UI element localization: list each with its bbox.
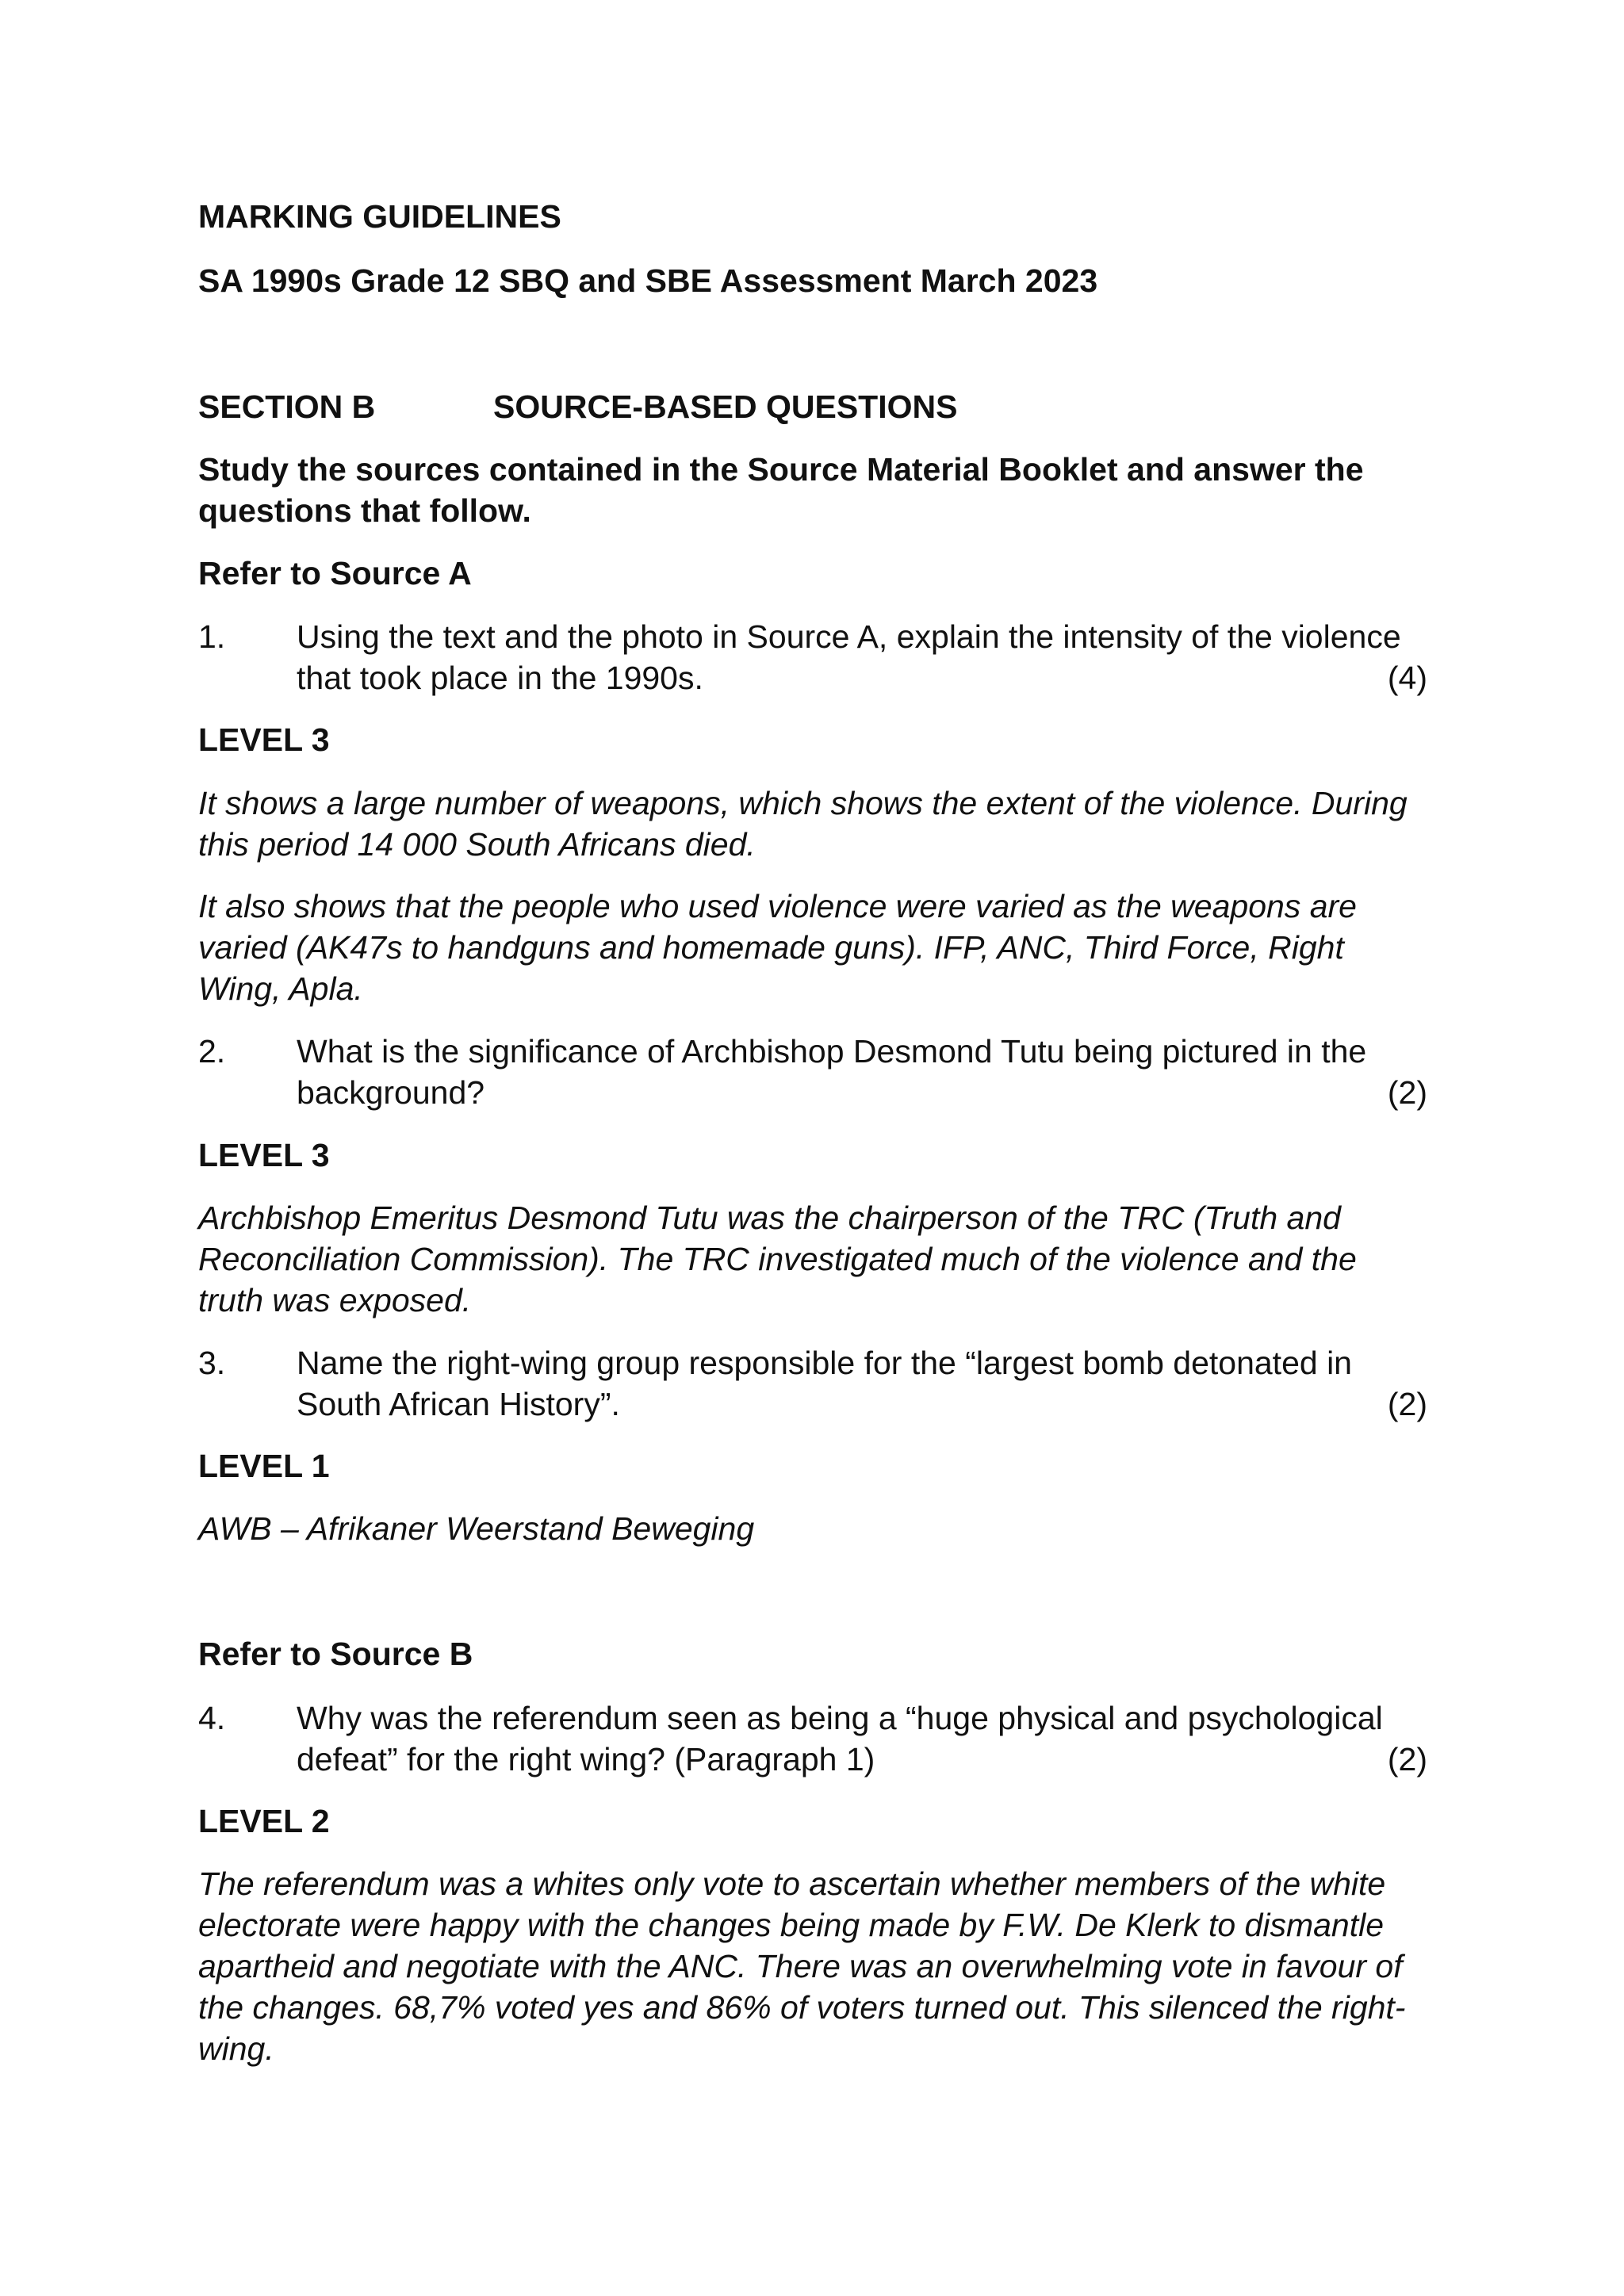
question-4-marks: (2): [1387, 1741, 1427, 1777]
source-a-heading: Refer to Source A: [198, 555, 472, 591]
question-2-number: 2.: [198, 1033, 226, 1070]
question-1-number: 1.: [198, 618, 226, 655]
source-b-heading: Refer to Source B: [198, 1636, 473, 1672]
section-title: SOURCE-BASED QUESTIONS: [493, 388, 958, 425]
section-label: SECTION B: [198, 388, 376, 425]
question-4-line-1: Why was the referendum seen as being a “huge physical and psychological: [297, 1700, 1383, 1736]
question-2-marks: (2): [1387, 1074, 1427, 1111]
question-1-level: LEVEL 3: [198, 721, 330, 758]
question-3-marks: (2): [1387, 1386, 1427, 1422]
question-3-line-1: Name the right-wing group responsible for the “largest bomb detonated in: [297, 1345, 1352, 1381]
question-2-level: LEVEL 3: [198, 1137, 330, 1173]
document-subtitle: SA 1990s Grade 12 SBQ and SBE Assessment March 2023: [198, 262, 1098, 299]
question-1-line-2: that took place in the 1990s.: [297, 660, 703, 696]
question-3-number: 3.: [198, 1345, 226, 1381]
question-4-level: LEVEL 2: [198, 1803, 330, 1839]
question-2-line-1: What is the significance of Archbishop Desmond Tutu being pictured in the: [297, 1033, 1367, 1070]
document-title: MARKING GUIDELINES: [198, 198, 561, 235]
question-1-answer-1: It shows a large number of weapons, which shows the extent of the violence. During this period 14 000 South Africans died.: [198, 785, 1408, 863]
question-2-line-2: background?: [297, 1074, 485, 1111]
question-4-number: 4.: [198, 1700, 226, 1736]
question-3-line-2: South African History”.: [297, 1386, 620, 1422]
question-3-answer-1: AWB – Afrikaner Weerstand Beweging: [198, 1510, 755, 1547]
question-4-line-2: defeat” for the right wing? (Paragraph 1): [297, 1741, 875, 1777]
section-instruction: Study the sources contained in the Source Material Booklet and answer the questions that follow.: [198, 451, 1364, 529]
question-1-answer-2: It also shows that the people who used violence were varied as the weapons are varied (AK47s to handguns and homemade guns). IFP, ANC, Third Force, Right Wing, Apla.: [198, 888, 1357, 1007]
question-3-level: LEVEL 1: [198, 1448, 330, 1484]
question-2-answer-1: Archbishop Emeritus Desmond Tutu was the chairperson of the TRC (Truth and Reconciliation Commission). The TRC investigated much of the violence and the truth was exposed.: [198, 1200, 1357, 1318]
question-1-line-1: Using the text and the photo in Source A, explain the intensity of the violence: [297, 618, 1401, 655]
question-4-answer-1: The referendum was a whites only vote to ascertain whether members of the white electorate were happy with the changes being made by F.W. De Klerk to dismantle apartheid and negotiate with the ANC. There was an overwhelming vote in favour of the changes. 68,7% voted yes and 86% of voters turned out. This silenced the right-wing.: [198, 1866, 1406, 2067]
question-1-marks: (4): [1387, 660, 1427, 696]
